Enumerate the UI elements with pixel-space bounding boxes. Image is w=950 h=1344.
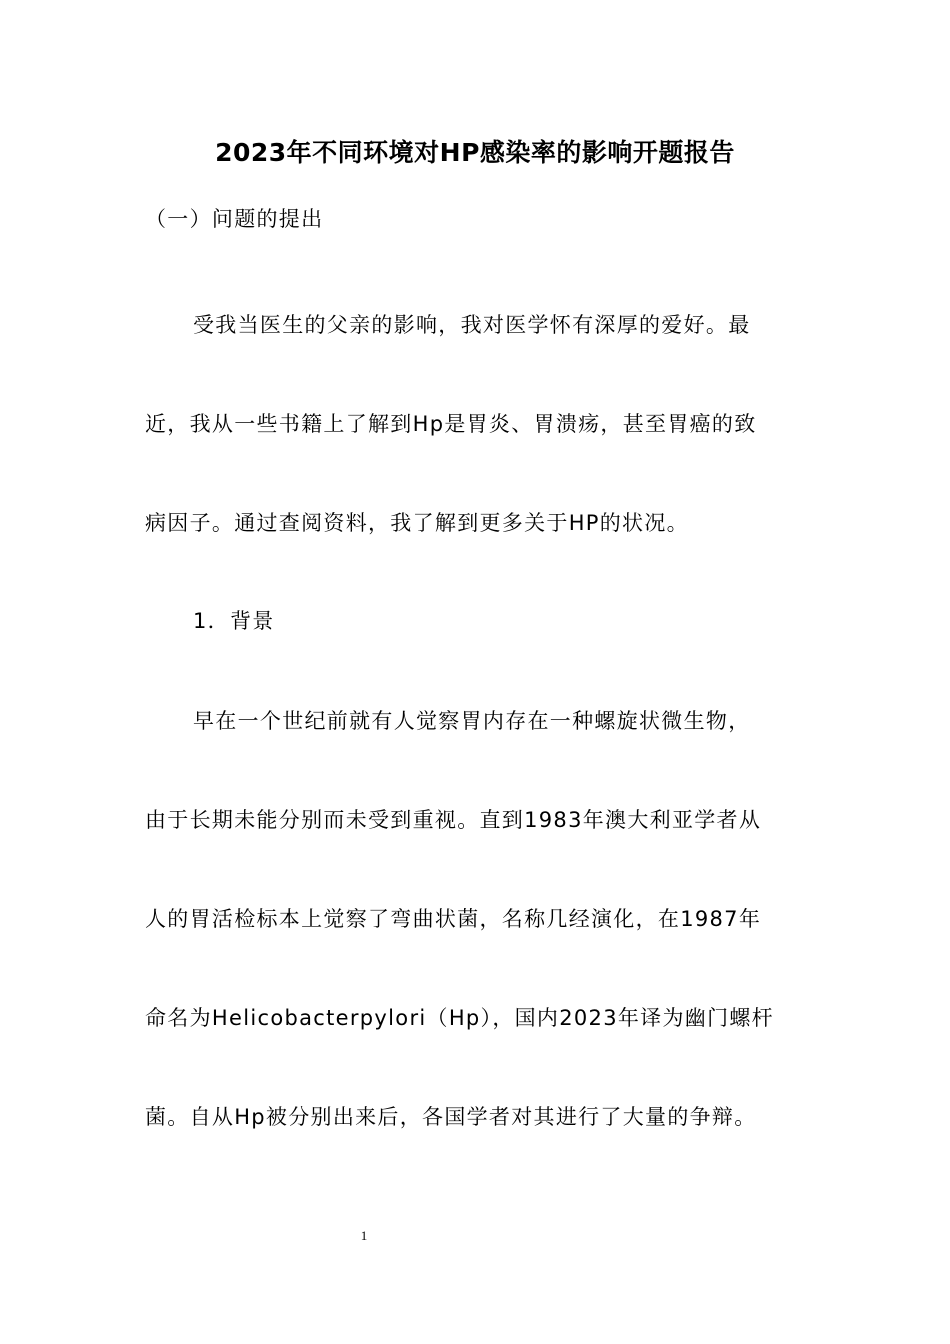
paragraph-2-line-5: 菌。自从Hp被分别出来后，各国学者对其进行了大量的争辩。 (145, 1105, 757, 1129)
paragraph-2-line-2: 由于长期未能分别而未受到重视。直到1983年澳大利亚学者从 (145, 808, 762, 832)
paragraph-2-line-1: 早在一个世纪前就有人觉察胃内存在一种螺旋状微生物， (193, 709, 751, 733)
paragraph-1-line-1: 受我当医生的父亲的影响，我对医学怀有深厚的爱好。最 (193, 313, 751, 337)
page-number: 1 (360, 1228, 368, 1243)
paragraph-1-line-2: 近，我从一些书籍上了解到Hp是胃炎、胃溃疡，甚至胃癌的致 (145, 412, 757, 436)
paragraph-1-line-3: 病因子。通过查阅资料，我了解到更多关于HP的状况。 (145, 511, 689, 535)
subheading-background: 1．背景 (193, 609, 275, 633)
document-title: 2023年不同环境对HP感染率的影响开题报告 (215, 138, 735, 167)
section-heading: （一）问题的提出 (145, 207, 324, 231)
paragraph-2-line-4: 命名为Helicobacterpylori（Hp），国内2023年译为幽门螺杆 (145, 1006, 774, 1030)
paragraph-2-line-3: 人的胃活检标本上觉察了弯曲状菌，名称几经演化，在1987年 (145, 907, 762, 931)
